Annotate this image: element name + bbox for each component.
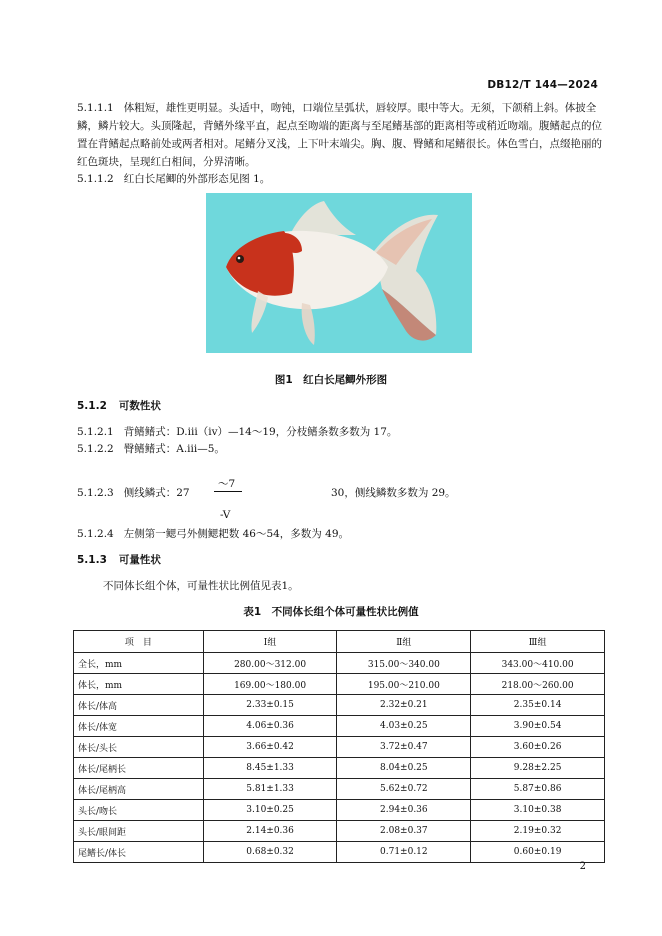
- table-row: [74, 674, 605, 695]
- table-cell-value: 2.08±0.37: [337, 821, 471, 842]
- header-group-2: Ⅱ组: [337, 631, 471, 653]
- table-cell-value: 5.81±1.33: [203, 779, 337, 800]
- header-group-1: Ⅰ组: [203, 631, 337, 653]
- table-cell-item: 头长/眼间距: [74, 821, 204, 842]
- table-cell-value: 3.10±0.25: [203, 800, 337, 821]
- table-row: [74, 779, 605, 800]
- table-cell-item: 体长/尾柄长: [74, 758, 204, 779]
- clause-number: 5.1.2.4: [77, 528, 114, 540]
- table-header-row: [74, 631, 605, 653]
- table-cell-value: 315.00～340.00: [337, 653, 471, 674]
- table-cell-value: 3.66±0.42: [203, 737, 337, 758]
- table-cell-item: 头长/吻长: [74, 800, 204, 821]
- clause-number: 5.1.2.3: [77, 487, 114, 499]
- table-cell-value: 3.90±0.54: [471, 716, 605, 737]
- section-title: 可数性状: [118, 400, 161, 412]
- table-title: 表1 不同体长组个体可量性状比例值: [243, 606, 419, 618]
- table-cell-value: 2.33±0.15: [203, 695, 337, 716]
- paragraph-5-1-2-3: [77, 485, 190, 500]
- paragraph-5-1-2-1: [77, 424, 397, 439]
- table-cell-item: 体长/体高: [74, 695, 204, 716]
- table-row: [74, 800, 605, 821]
- table-cell-value: 0.68±0.32: [203, 842, 337, 863]
- table-cell-value: 8.04±0.25: [337, 758, 471, 779]
- figure-caption: 图1 红白长尾鲫外形图: [274, 374, 388, 386]
- table-cell-value: 0.71±0.12: [337, 842, 471, 863]
- table-cell-item: 全长，mm: [74, 653, 204, 674]
- clause-text: 红白长尾鲫的外部形态见图 1。: [123, 173, 271, 185]
- table-cell-item: 体长，mm: [74, 674, 204, 695]
- formula-numerator: ～7: [218, 478, 236, 490]
- header-item: 项 目: [74, 631, 204, 653]
- table-cell-value: 5.87±0.86: [471, 779, 605, 800]
- table-cell-value: 4.06±0.36: [203, 716, 337, 737]
- fraction-bar: [214, 491, 242, 492]
- table-row: [74, 737, 605, 758]
- table-cell-value: 2.94±0.36: [337, 800, 471, 821]
- table-cell-value: 5.62±0.72: [337, 779, 471, 800]
- table-cell-value: 280.00～312.00: [203, 653, 337, 674]
- goldfish-figure: [206, 193, 472, 353]
- clause-number: 5.1.1.1: [77, 102, 114, 114]
- table-cell-value: 2.14±0.36: [203, 821, 337, 842]
- table-cell-value: 3.72±0.47: [337, 737, 471, 758]
- table-cell-value: 218.00～260.00: [471, 674, 605, 695]
- table-cell-value: 3.10±0.38: [471, 800, 605, 821]
- table-row: [74, 758, 605, 779]
- table-cell-value: 2.19±0.32: [471, 821, 605, 842]
- formula-rest: 30，侧线鳞数多数为 29。: [331, 487, 456, 499]
- clause-text: 左侧第一鳃弓外侧鳃耙数 46～54，多数为 49。: [123, 528, 350, 540]
- clause-number: 5.1.2.1: [77, 426, 114, 438]
- measurable-traits-table: [73, 630, 605, 863]
- section-title: 可量性状: [118, 554, 161, 566]
- paragraph-5-1-2-2: [77, 441, 225, 456]
- table-row: [74, 653, 605, 674]
- page-number: 2: [579, 861, 586, 872]
- table-cell-value: 169.00～180.00: [203, 674, 337, 695]
- standard-code: DB12/T 144—2024: [487, 79, 598, 91]
- header-group-3: Ⅲ组: [471, 631, 605, 653]
- paragraph-5-1-2-4: [77, 526, 349, 541]
- table-cell-item: 体长/头长: [74, 737, 204, 758]
- section-number: 5.1.2: [77, 400, 107, 412]
- section-heading-5-1-3: [77, 552, 161, 567]
- table-cell-value: 9.28±2.25: [471, 758, 605, 779]
- clause-text: 臀鳍鳍式：A.iii—5。: [123, 443, 225, 455]
- table-row: [74, 695, 605, 716]
- clause-text: 背鳍鳍式：D.iii（iv）—14～19，分枝鳍条数多数为 17。: [123, 426, 398, 438]
- table-cell-item: 体长/体宽: [74, 716, 204, 737]
- table-intro: 不同体长组个体，可量性状比例值见表1。: [103, 580, 299, 592]
- table-cell-value: 4.03±0.25: [337, 716, 471, 737]
- section-heading-5-1-2: [77, 398, 161, 413]
- clause-text: 体粗短，雄性更明显。头适中，吻钝，口端位呈弧状，唇较厚。眼中等大。无须，下颌稍上斜。体披全鳞，鳞片较大。头顶隆起，背鳍外缘平直，起点至吻端的距离与至尾鳍基部的距离相等或稍近吻端。腹鳍起点的位置在背鳍起点略前处或两者相对。尾鳍分叉浅，上下叶末端尖。胸、腹、臀鳍和尾鳍很长。体色雪白，点缀艳丽的红色斑块，呈现红白相间，分界清晰。: [77, 102, 602, 168]
- table-row: [74, 821, 605, 842]
- clause-number: 5.1.1.2: [77, 173, 114, 185]
- table-cell-value: 2.32±0.21: [337, 695, 471, 716]
- clause-number: 5.1.2.2: [77, 443, 114, 455]
- paragraph-5-1-1-1: [77, 99, 605, 171]
- table-cell-value: 2.35±0.14: [471, 695, 605, 716]
- paragraph-5-1-1-2: [77, 170, 605, 188]
- table-row: [74, 842, 605, 863]
- table-cell-value: 195.00～210.00: [337, 674, 471, 695]
- table-cell-value: 3.60±0.26: [471, 737, 605, 758]
- table-cell-item: 体长/尾柄高: [74, 779, 204, 800]
- table-row: [74, 716, 605, 737]
- table-cell-value: 8.45±1.33: [203, 758, 337, 779]
- table-cell-item: 尾鳍长/体长: [74, 842, 204, 863]
- table-cell-value: 343.00～410.00: [471, 653, 605, 674]
- red-white-goldfish-image: [206, 193, 472, 353]
- formula-denominator: -V: [220, 509, 231, 521]
- formula-label: 侧线鳞式：27: [123, 487, 190, 499]
- table-cell-value: 0.60±0.19: [471, 842, 605, 863]
- section-number: 5.1.3: [77, 554, 107, 566]
